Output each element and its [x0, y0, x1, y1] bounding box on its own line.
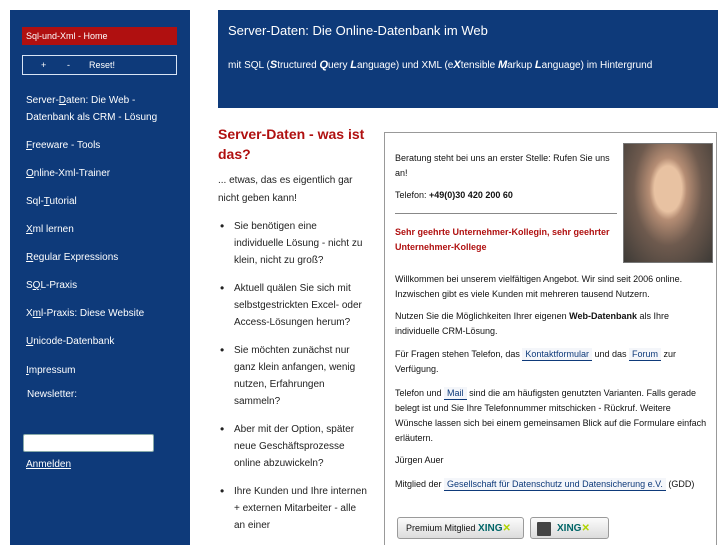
contact-form-link[interactable]: Kontaktformular [522, 348, 592, 361]
nav-item-server-daten[interactable]: Server-Daten: Die Web - Datenbank als CRM - Lösung [26, 95, 158, 123]
nav-item-sql-praxis[interactable]: SQL-Praxis [26, 280, 78, 291]
phone-line: Telefon: +49(0)30 420 200 60 [395, 190, 513, 200]
intro-text: ... etwas, das es eigentlich gar nicht geben kann! [218, 175, 353, 204]
nav-item-sql-tutorial[interactable]: Sql-Tutorial [26, 196, 77, 207]
mail-text: Telefon und Mail sind die am häufigsten genutzten Varianten. Falls gerade belegt ist und Sie Ihre Telefonnummer mitschicken - Rückruf. Weitere Wünsche lassen sich bei einem gemeinsamen Blick auf die Formulare einfach erläutern. [395, 388, 707, 443]
font-decrease-button[interactable]: - [67, 60, 70, 70]
forum-link[interactable]: Forum [629, 348, 661, 361]
divider [395, 213, 617, 214]
nav-item-xml-lernen[interactable]: Xml lernen [26, 224, 74, 235]
crm-text: Nutzen Sie die Möglichkeiten Ihrer eigenen Web-Datenbank als Ihre individuelle CRM-Lösung. [395, 311, 669, 336]
font-reset-button[interactable]: Reset! [89, 60, 116, 70]
list-item: • Sie möchten zunächst nur ganz klein anfangen, wenig nutzen, Erfahrungen sammeln? [218, 342, 368, 410]
nav-item-impressum[interactable]: Impressum [26, 365, 76, 376]
page-title: Server-Daten: Die Online-Datenbank im Web [228, 23, 488, 38]
list-item: • Sie benötigen eine individuelle Lösung - nicht zu klein, nicht zu groß? [218, 218, 368, 269]
home-link[interactable]: Sql-und-Xml - Home [22, 27, 177, 45]
xing-icon: ✕ [581, 523, 590, 534]
nav-item-xml-praxis[interactable]: Xml-Praxis: Diese Website [26, 308, 145, 319]
mail-link[interactable]: Mail [444, 387, 467, 400]
consult-text: Beratung steht bei uns an erster Stelle: Rufen Sie uns an! [395, 153, 610, 178]
font-size-controls [22, 55, 177, 75]
info-box [384, 132, 717, 545]
xing-company-badge[interactable]: XING✕ [530, 517, 609, 539]
section-heading: Server-Daten - was ist das? [218, 126, 365, 162]
newsletter-label: Newsletter: [27, 389, 78, 400]
building-icon [537, 522, 551, 536]
nav-item-regex[interactable]: Regular Expressions [26, 252, 119, 263]
font-increase-button[interactable]: + [41, 60, 47, 70]
page-header [218, 10, 718, 108]
nav-item-xml-trainer[interactable]: Online-Xml-Trainer [26, 168, 111, 179]
list-item: • Aktuell quälen Sie sich mit selbstgestrickten Excel- oder Access-Lösungen herum? [218, 280, 368, 331]
greeting: Sehr geehrte Unternehmer-Kollegin, sehr geehrter Unternehmer-Kollege [395, 227, 610, 252]
nav-item-unicode[interactable]: Unicode-Datenbank [26, 336, 115, 347]
xing-premium-badge[interactable]: Premium Mitglied XING✕ [397, 517, 524, 539]
subscribe-link[interactable]: Anmelden [26, 459, 72, 470]
gdd-link[interactable]: Gesellschaft für Datenschutz und Datensicherung e.V. [444, 478, 666, 491]
questions-text: Für Fragen stehen Telefon, das Kontaktformular und das Forum zur Verfügung. [395, 349, 677, 374]
page-subtitle: mit SQL (Structured Query Language) und XML (eXtensible Markup Language) im Hintergrund [228, 59, 653, 71]
membership-text: Mitglied der Gesellschaft für Datenschutz und Datensicherung e.V. (GDD) [395, 479, 695, 489]
nav-item-freeware[interactable]: Freeware - Tools [26, 140, 101, 151]
newsletter-input[interactable] [23, 434, 154, 452]
xing-icon: ✕ [502, 523, 511, 534]
list-item: • Aber mit der Option, später neue Geschäftsprozesse online abzuwickeln? [218, 421, 368, 472]
signature: Jürgen Auer [395, 455, 444, 465]
list-item: • Ihre Kunden und Ihre internen + externen Mitarbeiter - alle an einer [218, 483, 368, 534]
author-photo [623, 143, 713, 263]
welcome-text: Willkommen bei unserem vielfältigen Angebot. Wir sind seit 2006 online. Inzwischen gibt es viele Kunden mit mehreren tausend Nutzern. [395, 274, 683, 299]
sidebar [10, 10, 190, 545]
phone-number[interactable]: +49(0)30 420 200 60 [429, 190, 513, 200]
benefit-list [218, 218, 368, 545]
